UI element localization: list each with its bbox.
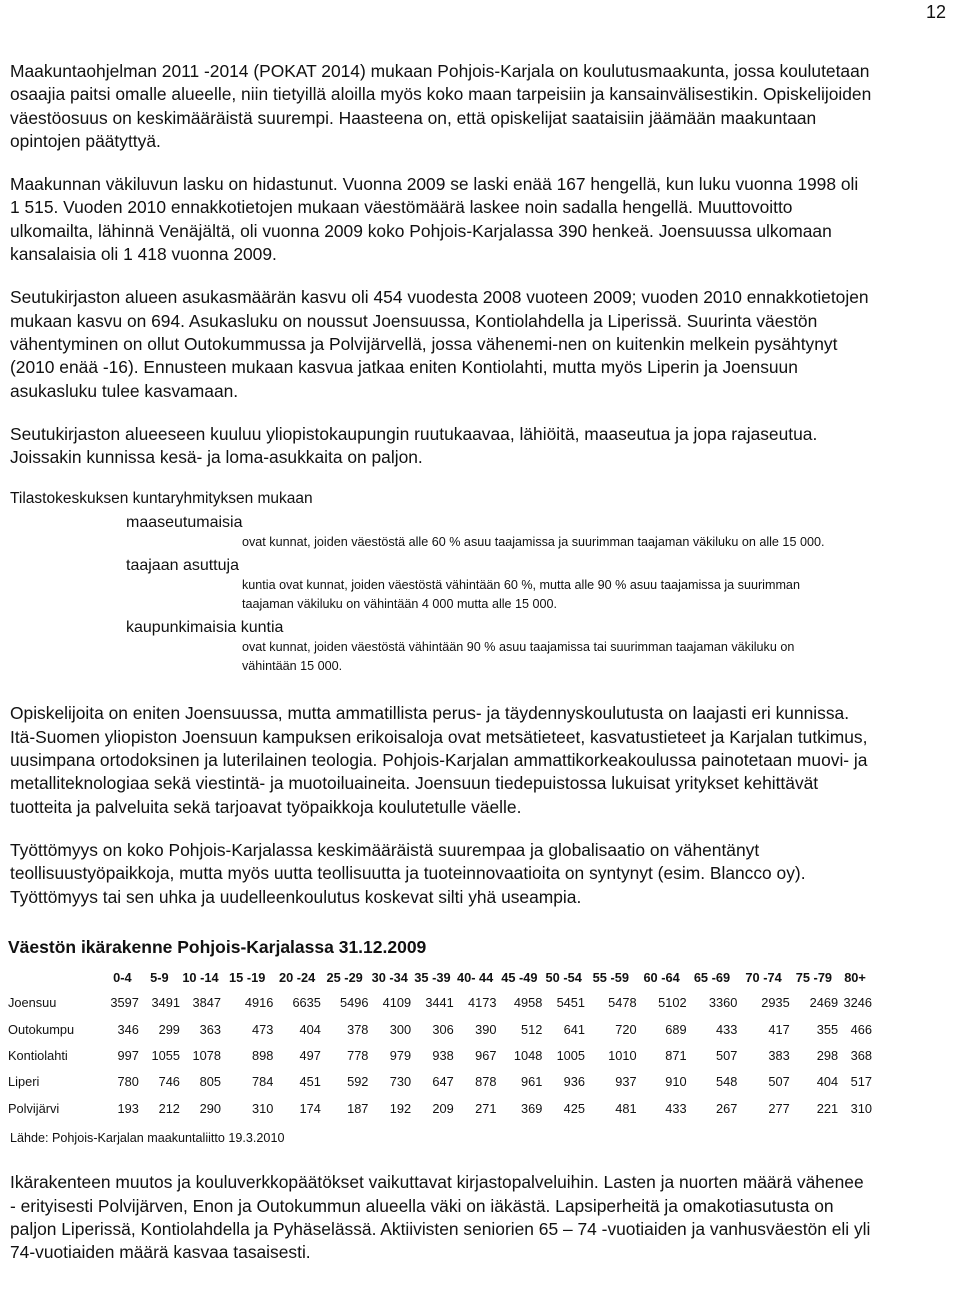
table-source: Lähde: Pohjois-Karjalan maakuntaliitto 19.3.2010	[10, 1131, 285, 1146]
table-cell: 1005	[556, 1048, 586, 1064]
table-cell: 805	[199, 1074, 221, 1090]
table-cell: 689	[665, 1021, 687, 1037]
table-cell: 517	[850, 1074, 872, 1090]
table-cell: 910	[665, 1074, 687, 1090]
table-cell: 369	[521, 1100, 543, 1116]
table-cell: 938	[432, 1048, 454, 1064]
category-name: kaupunkimaisia kuntia	[126, 619, 284, 637]
table-cell: 746	[158, 1074, 180, 1090]
table-cell: 784	[252, 1074, 274, 1090]
table-cell: 417	[768, 1021, 790, 1037]
table-cell: 4109	[382, 995, 412, 1011]
column-header: 40- 44	[456, 970, 494, 986]
table-cell: 277	[768, 1100, 790, 1116]
column-header: 65 -69	[693, 970, 731, 986]
table-cell: 271	[475, 1100, 497, 1116]
column-header: 75 -79	[795, 970, 833, 986]
paragraph: Ikärakenteen muutos ja kouluverkkopäätökset vaikuttavat kirjastopalveluihin. Lasten ja nuorten määrä vähenee - erityisesti Polvijärven, Enon ja Outokummun alueella väki on iäkästä. Lapsiperheitä ja omakotiasutusta on paljon Liperissä, Kontiolahdella ja Pyhäselässä. Aktiivisten seniorien 65 – 74 -vuotiaiden ja vanhusväestön eli yli 74-vuotiaiden määrä kasvaa tasaisesti.	[10, 1172, 871, 1263]
column-header: 80+	[844, 970, 866, 986]
table-header-row	[8, 966, 872, 990]
column-header: 55 -59	[592, 970, 629, 986]
table-cell: 730	[389, 1074, 412, 1090]
table-cell: 193	[117, 1100, 139, 1116]
table-cell: 512	[521, 1021, 543, 1037]
paragraph: Työttömyys on koko Pohjois-Karjalassa keskimääräistä suurempaa ja globalisaatio on vähentänyt teollisuustyöpaikkoja, mutta myös uutta teollisuutta ja tuoteinnovaatioita on syntynyt (esim. Blancco oy). Työttömyys tai sen uhka ja uudelleenkoulutus koskevat silti yhä useampia.	[10, 839, 806, 907]
column-header	[8, 966, 106, 990]
table-cell: 497	[299, 1048, 321, 1064]
table-cell: 310	[850, 1100, 872, 1116]
category-description: ovat kunnat, joiden väestöstä vähintään 90 % asuu taajamissa tai suurimman taajaman väkiluku on vähintään 15 000.	[242, 640, 795, 674]
column-header: 45 -49	[501, 970, 538, 986]
table-cell: 4916	[244, 995, 274, 1011]
table-cell: 641	[563, 1021, 586, 1037]
table-cell: 979	[389, 1048, 412, 1064]
column-header: 60 -64	[643, 970, 680, 986]
table-cell: 433	[665, 1100, 687, 1116]
column-header: 10 -14	[182, 970, 219, 986]
table-cell: 355	[816, 1021, 839, 1037]
table-cell: 4173	[467, 995, 497, 1011]
table-row	[8, 1069, 872, 1095]
table-cell: 363	[199, 1021, 221, 1037]
table-cell: 6635	[292, 995, 321, 1011]
column-header: 25 -29	[326, 970, 363, 986]
table-cell: 997	[117, 1048, 139, 1064]
table-cell: 878	[475, 1074, 497, 1090]
table-cell: 404	[299, 1021, 321, 1037]
table-cell: 425	[563, 1100, 586, 1116]
table-cell: 1055	[151, 1048, 180, 1064]
table-row	[8, 1016, 872, 1042]
table-cell: 5451	[556, 995, 586, 1011]
table-cell: 404	[816, 1074, 839, 1090]
table-cell: 5478	[608, 995, 637, 1011]
table-cell: 221	[816, 1100, 839, 1116]
municipality-name: Liperi	[8, 1074, 40, 1090]
table-row	[8, 1042, 872, 1068]
paragraph: Seutukirjaston alueen asukasmäärän kasvu oli 454 vuodesta 2008 vuoteen 2009; vuoden 2010 ennakkotietojen mukaan kasvu on 694. Asukasluku on noussut Joensuussa, Kontiolahdella ja Liperissä. Suurinta väestön vähentyminen on ollut Outokummussa ja Polvijärvellä, jossa vähenemi-nen on kuitenkin melkein pysähtynyt (2010 enää -16). Ennusteen mukaan kasvua jatkaa eniten Kontiolahti, mutta myös Liperin ja Joensuun asukasluku tulee kasvamaan.	[10, 287, 869, 401]
column-header: 30 -34	[371, 970, 408, 986]
table-cell: 507	[716, 1048, 738, 1064]
column-header: 50 -54	[545, 970, 582, 986]
municipality-classification	[10, 489, 872, 676]
column-header: 70 -74	[745, 970, 782, 986]
category-description: ovat kunnat, joiden väestöstä alle 60 % asuu taajamissa ja suurimman taajaman väkiluku on alle 15 000.	[242, 535, 825, 550]
table-cell: 174	[299, 1100, 321, 1116]
municipality-name: Polvijärvi	[8, 1100, 60, 1116]
table-title: Väestön ikärakenne Pohjois-Karjalassa 31.12.2009	[8, 936, 427, 957]
table-cell: 4958	[513, 995, 543, 1011]
table-cell: 871	[665, 1048, 687, 1064]
table-cell: 209	[432, 1100, 454, 1116]
table-cell: 647	[432, 1074, 454, 1090]
paragraph: Maakuntaohjelman 2011 -2014 (POKAT 2014) mukaan Pohjois-Karjala on koulutusmaakunta, jossa koulutetaan osaajia paitsi omalle alueelle, niin tietyillä aloilla myös koko maan tarpeisiin ja kansainvälisestikin. Opiskelijoiden väestöosuus on keskimääräistä suurempi. Haasteena on, että opiskelijat saataisiin jäämään maakuntaan opintojen päätyttyä.	[10, 61, 872, 151]
table-row	[8, 1095, 872, 1121]
table-cell: 1010	[608, 1048, 637, 1064]
paragraph: Seutukirjaston alueeseen kuuluu yliopistokaupungin ruutukaavaa, lähiöitä, maaseutua ja jopa rajaseutua. Joissakin kunnissa kesä- ja loma-asukkaita on paljon.	[10, 423, 818, 468]
table-cell: 299	[158, 1021, 180, 1037]
column-header: 0-4	[113, 970, 132, 986]
table-cell: 368	[850, 1048, 872, 1064]
column-header: 15 -19	[229, 970, 266, 986]
category-name: taajaan asuttuja	[126, 557, 239, 575]
table-cell: 937	[615, 1074, 637, 1090]
column-header: 5-9	[150, 970, 169, 986]
table-row	[8, 990, 872, 1016]
table-cell: 3597	[110, 995, 139, 1011]
table-cell: 300	[389, 1021, 412, 1037]
table-cell: 5102	[658, 995, 687, 1011]
table-cell: 961	[521, 1074, 543, 1090]
column-header: 20 -24	[278, 970, 316, 986]
table-cell: 780	[117, 1074, 139, 1090]
municipality-name: Joensuu	[8, 995, 57, 1011]
table-cell: 310	[252, 1100, 274, 1116]
category-name: maaseutumaisia	[126, 514, 243, 532]
table-cell: 3847	[192, 995, 221, 1011]
table-cell: 2935	[761, 995, 790, 1011]
table-cell: 720	[615, 1021, 637, 1037]
table-cell: 3360	[708, 995, 738, 1011]
table-cell: 267	[716, 1100, 738, 1116]
document-body	[10, 60, 872, 1285]
table-cell: 3441	[425, 995, 454, 1011]
table-cell: 3246	[843, 995, 872, 1011]
table-cell: 1078	[192, 1048, 221, 1064]
table-cell: 548	[716, 1074, 738, 1090]
paragraph: Opiskelijoita on eniten Joensuussa, mutta ammatillista perus- ja täydennyskoulutusta on laajasti eri kunnissa. Itä-Suomen yliopiston Joensuun kampuksen erikoisaloja ovat metsätieteet, kasvatustieteet ja Karjalan tutkimus, uusimpana ortodoksinen ja luterilainen teologia. Pohjois-Karjalan ammattikorkeakoulussa painotetaan muovi- ja metalliteknologiaa sekä viestintä- ja muotoiluaineita. Joensuun tiedepuistossa lukuisat yritykset kehittävät tuotteita ja palveluita sekä tarjoavat työpaikkoja koulutetulle väelle.	[10, 703, 868, 817]
table-cell: 187	[347, 1100, 369, 1116]
column-header: 35 -39	[414, 970, 451, 986]
page-number: 12	[925, 2, 946, 22]
municipality-name: Outokumpu	[8, 1021, 75, 1037]
category-description: kuntia ovat kunnat, joiden väestöstä vähintään 60 %, mutta alle 90 % asuu taajamissa ja suurimman taajaman väkiluku on vähintään 4 000 mutta alle 15 000.	[242, 578, 800, 612]
table-cell: 192	[389, 1100, 412, 1116]
table-cell: 466	[850, 1021, 872, 1037]
municipality-name: Kontiolahti	[8, 1048, 68, 1064]
table-cell: 451	[299, 1074, 321, 1090]
table-cell: 306	[432, 1021, 454, 1037]
table-cell: 967	[475, 1048, 497, 1064]
table-cell: 383	[768, 1048, 790, 1064]
paragraph: Maakunnan väkiluvun lasku on hidastunut. Vuonna 2009 se laski enää 167 hengellä, kun luku vuonna 1998 oli 1 515. Vuoden 2010 ennakkotietojen mukaan väestömäärä laskee noin sadalla hengellä. Muuttovoitto ulkomailta, lähinnä Venäjältä, oli vuonna 2009 koko Pohjois-Karjalassa 390 henkeä. Joensuussa ulkomaan kansalaisia oli 1 418 vuonna 2009.	[10, 174, 859, 265]
table-cell: 346	[117, 1021, 139, 1037]
population-age-table	[8, 966, 872, 1121]
table-cell: 1048	[513, 1048, 543, 1064]
table-cell: 3491	[151, 995, 180, 1011]
table-cell: 507	[768, 1074, 790, 1090]
table-cell: 390	[475, 1021, 497, 1037]
table-cell: 898	[252, 1048, 274, 1064]
table-cell: 378	[347, 1021, 369, 1037]
table-cell: 592	[347, 1074, 369, 1090]
table-cell: 290	[199, 1100, 221, 1116]
table-cell: 298	[816, 1048, 839, 1064]
table-cell: 2469	[809, 995, 839, 1011]
table-cell: 433	[716, 1021, 738, 1037]
table-cell: 473	[252, 1021, 274, 1037]
classification-heading: Tilastokeskuksen kuntaryhmityksen mukaan	[10, 490, 313, 508]
table-cell: 5496	[339, 995, 369, 1011]
table-cell: 936	[563, 1074, 586, 1090]
table-cell: 481	[615, 1100, 637, 1116]
table-cell: 778	[347, 1048, 369, 1064]
table-cell: 212	[158, 1100, 180, 1116]
